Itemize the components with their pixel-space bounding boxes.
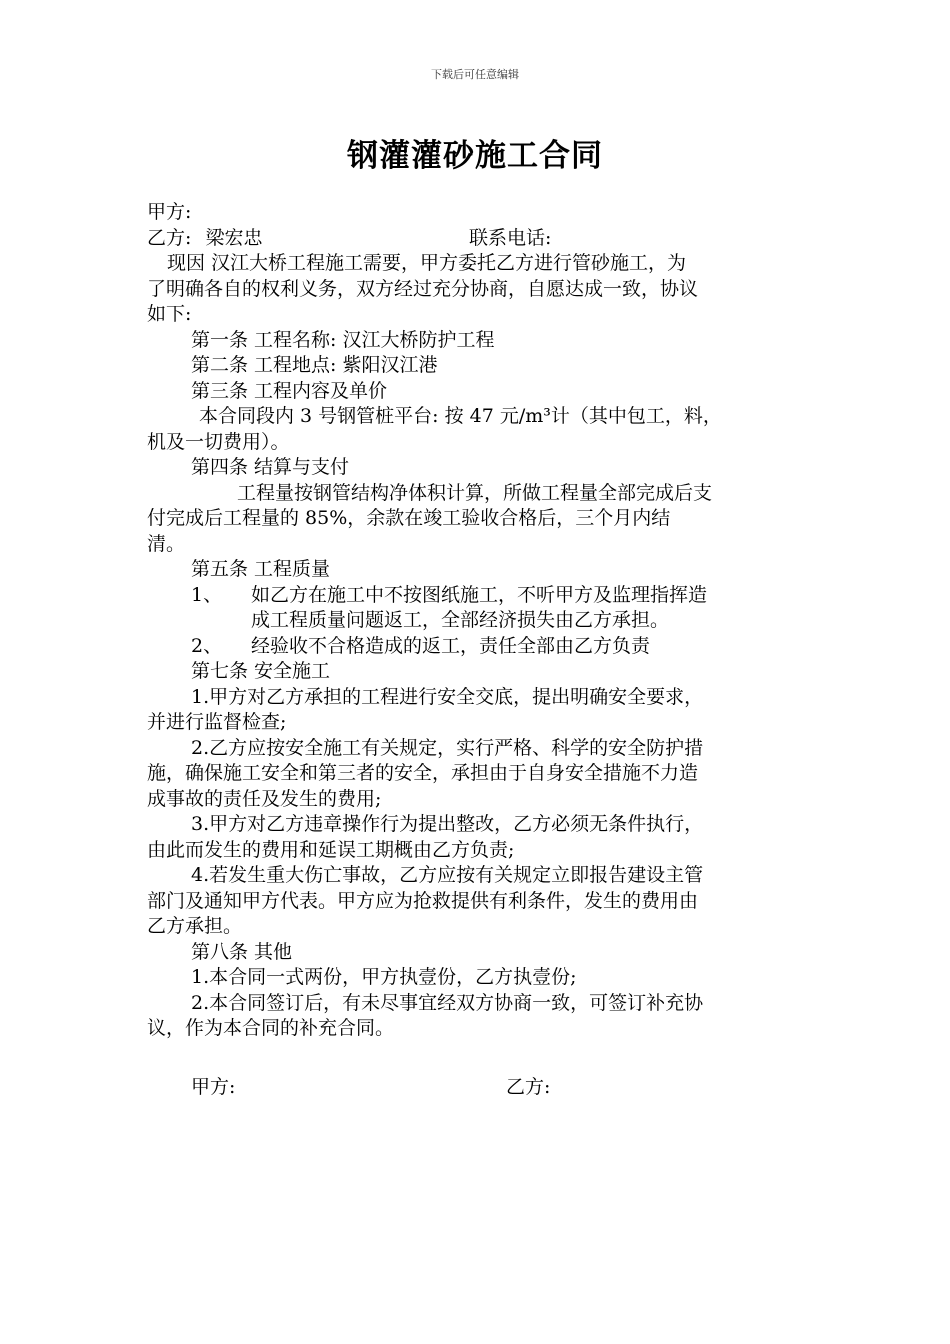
item-number: 2、 bbox=[191, 634, 223, 657]
article-4-line-2: 付完成后工程量的 85%，余款在竣工验收合格后，三个月内结 bbox=[147, 507, 671, 529]
article-4-line-3: 清。 bbox=[147, 532, 186, 555]
article-2: 第二条 工程地点: 紫阳汉江港 bbox=[191, 354, 438, 376]
article-5-item-1-cont: 成工程质量问题返工，全部经济损失由乙方承担。 bbox=[251, 609, 670, 631]
article-7-para-4-cont: 乙方承担。 bbox=[147, 915, 243, 937]
article-1: 第一条 工程名称: 汉江大桥防护工程 bbox=[191, 328, 495, 351]
intro-line-2: 了明确各自的权利义务，双方经过充分协商，自愿达成一致，协议 bbox=[147, 277, 699, 300]
article-7-para-2-cont: 成事故的责任及发生的费用; bbox=[147, 787, 382, 810]
article-8-para-1: 1.本合同一式两份，甲方执壹份，乙方执壹份; bbox=[191, 966, 577, 988]
article-5-item-2 bbox=[147, 634, 805, 660]
article-8-para-2: 2.本合同签订后，有未尽事宜经双方协商一致，可签订补充协 bbox=[191, 991, 704, 1014]
party-b-label: 乙方: bbox=[147, 226, 192, 249]
signature-party-a: 甲方: bbox=[191, 1076, 236, 1098]
contract-title: 钢灌灌砂施工合同 bbox=[347, 138, 603, 174]
article-5-item-1 bbox=[147, 583, 805, 609]
page-header-note: 下载后可任意编辑 bbox=[431, 68, 519, 81]
party-b-name: 梁宏忠 bbox=[205, 226, 263, 249]
party-a-line: 甲方: bbox=[147, 201, 192, 223]
article-8-heading: 第八条 其他 bbox=[191, 940, 293, 963]
article-4-line-1: 工程量按钢管结构净体积计算，所做工程量全部完成后支 bbox=[237, 481, 713, 504]
intro-line-3: 如下: bbox=[147, 303, 192, 325]
article-3-line-2: 机及一切费用）。 bbox=[147, 430, 290, 453]
article-7-para-3-cont: 由此而发生的费用和延误工期概由乙方负责; bbox=[147, 838, 515, 861]
contract-body bbox=[147, 200, 805, 1042]
article-3-heading: 第三条 工程内容及单价 bbox=[191, 379, 388, 402]
contact-phone-label: 联系电话: bbox=[469, 226, 552, 249]
article-5-heading: 第五条 工程质量 bbox=[191, 558, 331, 580]
article-7-para-4-cont: 部门及通知甲方代表。甲方应为抢救提供有利条件，发生的费用由 bbox=[147, 889, 699, 912]
article-3-line-1: 本合同段内 3 号钢管桩平台: 按 47 元/m³计（其中包工，料， bbox=[199, 405, 722, 427]
item-number: 1、 bbox=[191, 583, 223, 606]
article-7-para-1: 1.甲方对乙方承担的工程进行安全交底，提出明确安全要求， bbox=[191, 685, 704, 708]
article-7-heading: 第七条 安全施工 bbox=[191, 660, 331, 682]
article-7-para-1-cont: 并进行监督检查; bbox=[147, 711, 287, 733]
article-8-para-2-cont: 议，作为本合同的补充合同。 bbox=[147, 1017, 395, 1039]
article-7-para-2: 2.乙方应按安全施工有关规定，实行严格、科学的安全防护措 bbox=[191, 736, 704, 759]
party-b-line bbox=[147, 226, 805, 252]
article-4-heading: 第四条 结算与支付 bbox=[191, 456, 350, 478]
signature-party-b: 乙方: bbox=[506, 1076, 551, 1098]
item-text: 如乙方在施工中不按图纸施工，不听甲方及监理指挥造 bbox=[251, 583, 708, 606]
item-text: 经验收不合格造成的返工，责任全部由乙方负责 bbox=[251, 634, 651, 657]
article-7-para-4: 4.若发生重大伤亡事故，乙方应按有关规定立即报告建设主管 bbox=[191, 864, 704, 886]
intro-line-1: 现因 汉江大桥工程施工需要，甲方委托乙方进行管砂施工，为 bbox=[167, 252, 687, 274]
article-7-para-3: 3.甲方对乙方违章操作行为提出整改，乙方必须无条件执行， bbox=[191, 813, 704, 835]
article-7-para-2-cont: 施，确保施工安全和第三者的安全，承担由于自身安全措施不力造 bbox=[147, 762, 699, 784]
